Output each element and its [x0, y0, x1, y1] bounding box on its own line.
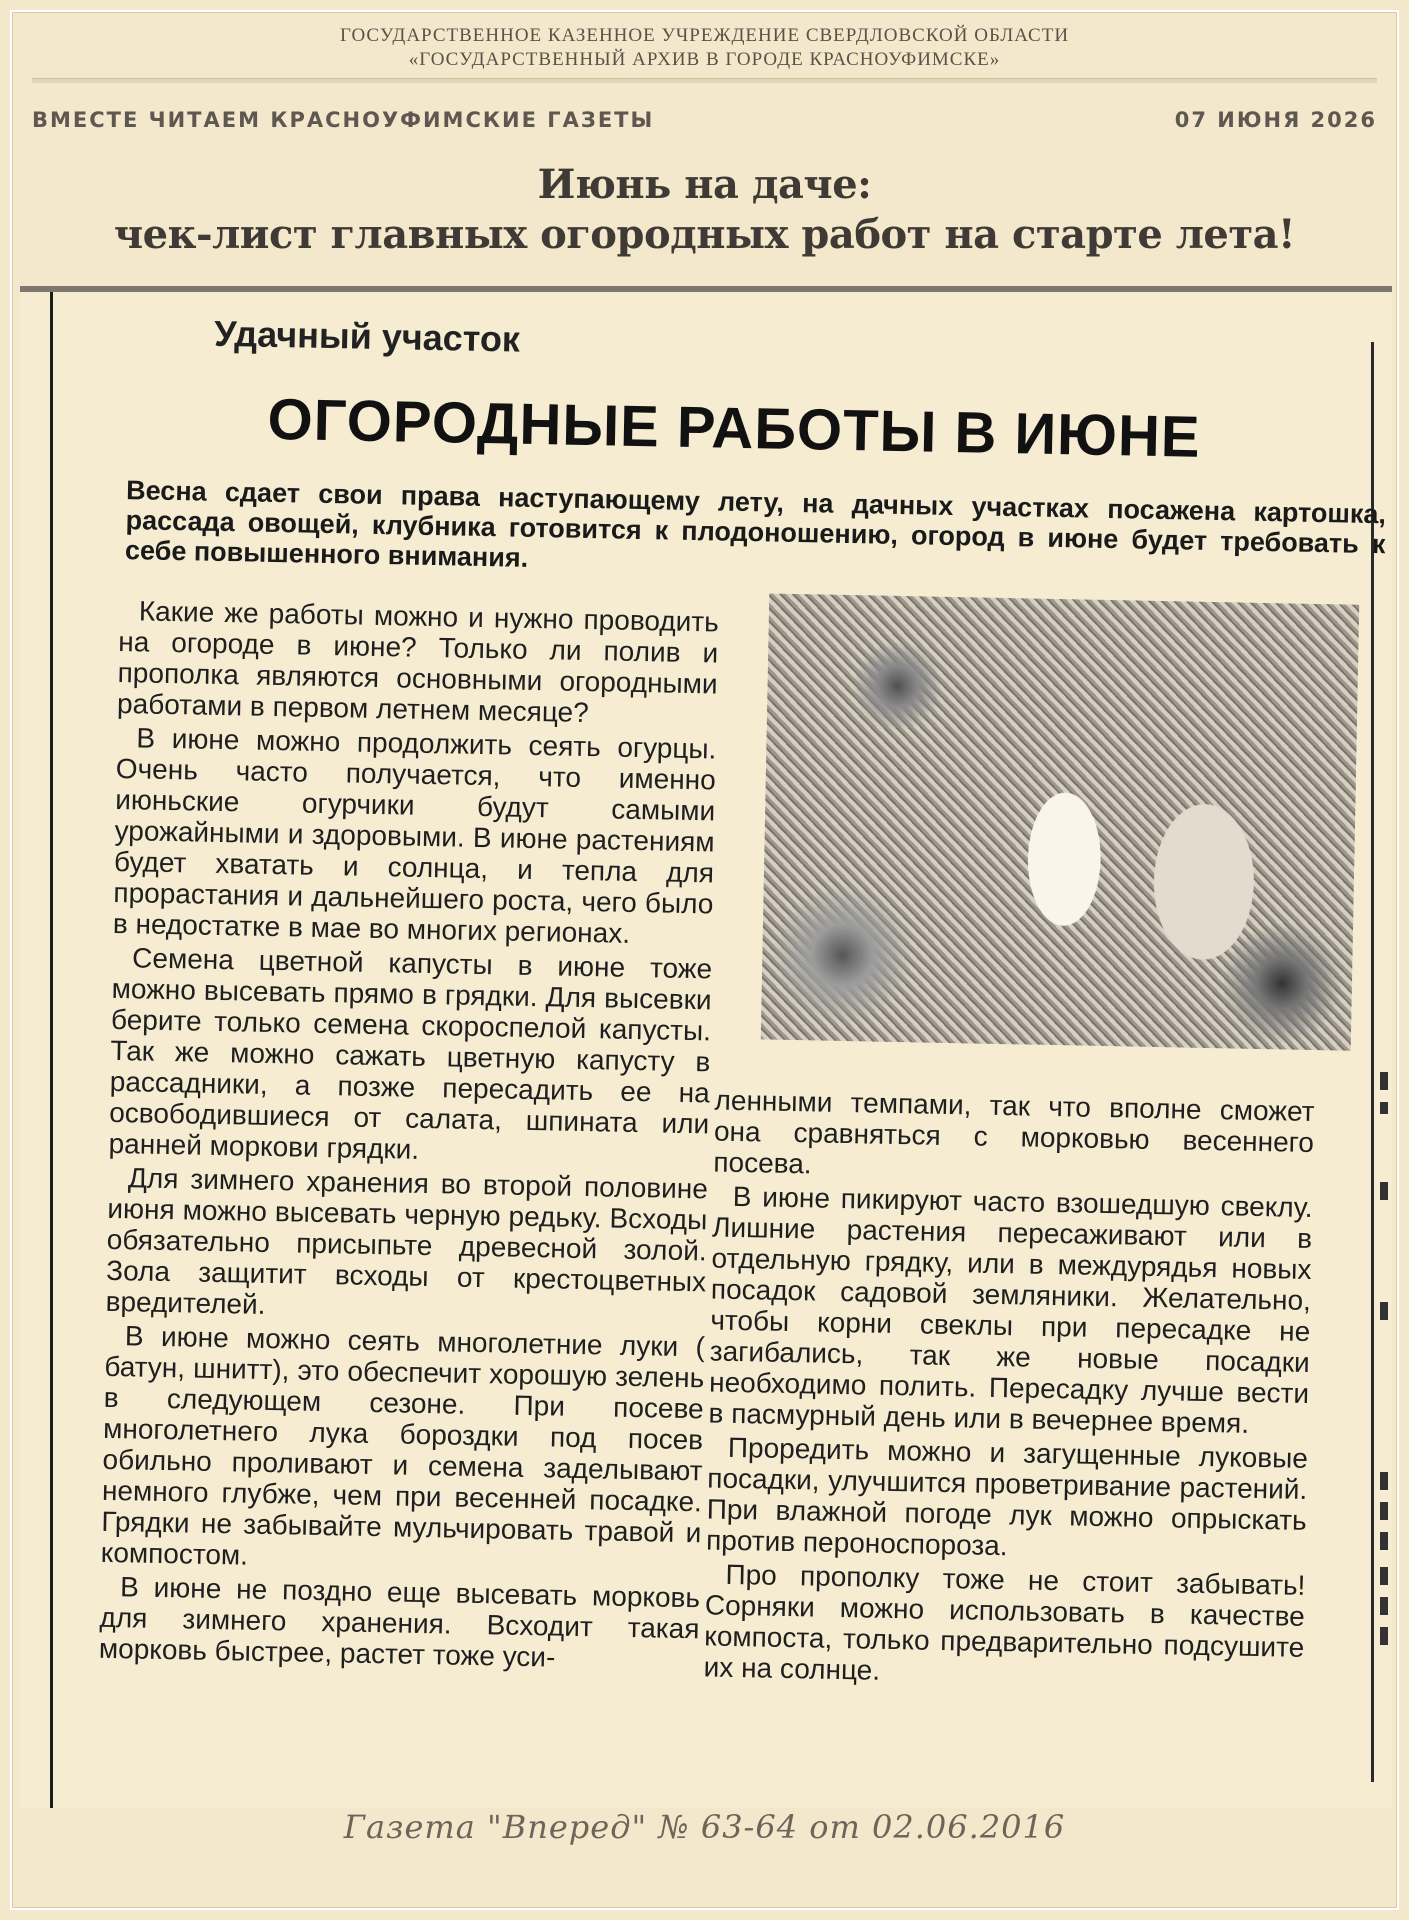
org-line-1: ГОСУДАРСТВЕННОЕ КАЗЕННОЕ УЧРЕЖДЕНИЕ СВЕРДЛОВСКОЙ ОБЛАСТИ	[339, 25, 1070, 46]
paragraph: В июне можно продолжить сеять огурцы. Очень часто получается, что именно июньские огурчики будут самыми урожайными и здоровыми. В июне растениям будет хватать и солнца, и тепла для прорастания и дальнейшего роста, чего было в недостатке в мае во многих регионах.	[112, 722, 717, 949]
organization-name	[0, 24, 1409, 72]
paragraph: Для зимнего хранения во второй половине июня можно высевать черную редьку. Всходы обязательно присыпьте древесной золой. Зола защитит всходы от крестоцветных вредителей.	[105, 1162, 709, 1320]
publication-date: 07 ИЮНЯ 2026	[1174, 108, 1377, 132]
article-column-2	[703, 1085, 1314, 1697]
headline-line-2: чек-лист главных огородных работ на старте лета!	[113, 211, 1296, 258]
article-column-1	[99, 595, 719, 1678]
paragraph: Про прополку тоже не стоит забывать! Сорняки можно использовать в качестве компоста, только предварительно подсушите их на солнце.	[703, 1558, 1306, 1686]
paragraph: Какие же работы можно и нужно проводить на огороде в июне? Только ли полив и прополка являются основными огородными работами в первом летнем месяце?	[116, 595, 720, 729]
paragraph: ленными темпами, так что вполне сможет она сравняться с морковью весеннего посева.	[713, 1084, 1315, 1180]
article-lead: Весна сдает свои права наступающему лету, на дачных участках посажена картошка, рассада овощей, клубника готовится к плодоношению, огород в июне будет требовать к себе повышенного внимания.	[124, 475, 1387, 573]
org-line-2: «ГОСУДАРСТВЕННЫЙ АРХИВ В ГОРОДЕ КРАСНОУФИМСКЕ»	[408, 49, 1001, 70]
paragraph: Проредить можно и загущенные луковые посадки, улучшится проветривание растений. При влажной погоде лук можно опрыскать против пероноспороза.	[705, 1431, 1309, 1562]
newspaper-clipping	[20, 286, 1392, 1808]
article-photo	[761, 593, 1359, 1050]
paragraph: В июне можно сеять многолетние луки ( батун, шнитт), это обеспечит хорошую зелень в следующем сезоне. При посеве многолетнего лука бороздки под посев обильно проливают и семена заделывают немного глубже, чем при весенней посадке. Грядки не забывайте мульчировать травой и компостом.	[100, 1320, 706, 1571]
rubric: Удачный участок	[213, 312, 521, 360]
headline-line-1: Июнь на даче:	[537, 161, 872, 208]
clipping-content	[41, 292, 1387, 1808]
paragraph: Семена цветной капусты в июне тоже можно высевать прямо в грядки. Для высевки берите только семена скороспелой капусты. Так же можно сажать цветную капусту в рассадники, а позже пересадить ее на освободившиеся от салата, шпината или ранней моркови грядки.	[108, 942, 713, 1165]
headline	[0, 160, 1409, 260]
source-caption: Газета "Вперед" № 63-64 от 02.06.2016	[343, 1808, 1066, 1846]
series-title: ВМЕСТЕ ЧИТАЕМ КРАСНОУФИМСКИЕ ГАЗЕТЫ	[32, 108, 655, 132]
paragraph: В июне не поздно еще высевать морковь для зимнего хранения. Всходит такая морковь быстрее, растет тоже уси-	[98, 1571, 701, 1673]
header-divider	[32, 78, 1377, 83]
paragraph: В июне пикируют часто взошедшую свеклу. Лишние растения пересаживают или в отдельную грядку, или в междурядья новых посадок садовой земляники. Желательно, чтобы корни свеклы при пересадке не загибались, так же новые посадки необходимо полить. Пересадку лучше вести в пасмурный день или в вечернее время.	[708, 1180, 1313, 1439]
article-title: ОГОРОДНЫЕ РАБОТЫ В ИЮНЕ	[266, 386, 1202, 470]
